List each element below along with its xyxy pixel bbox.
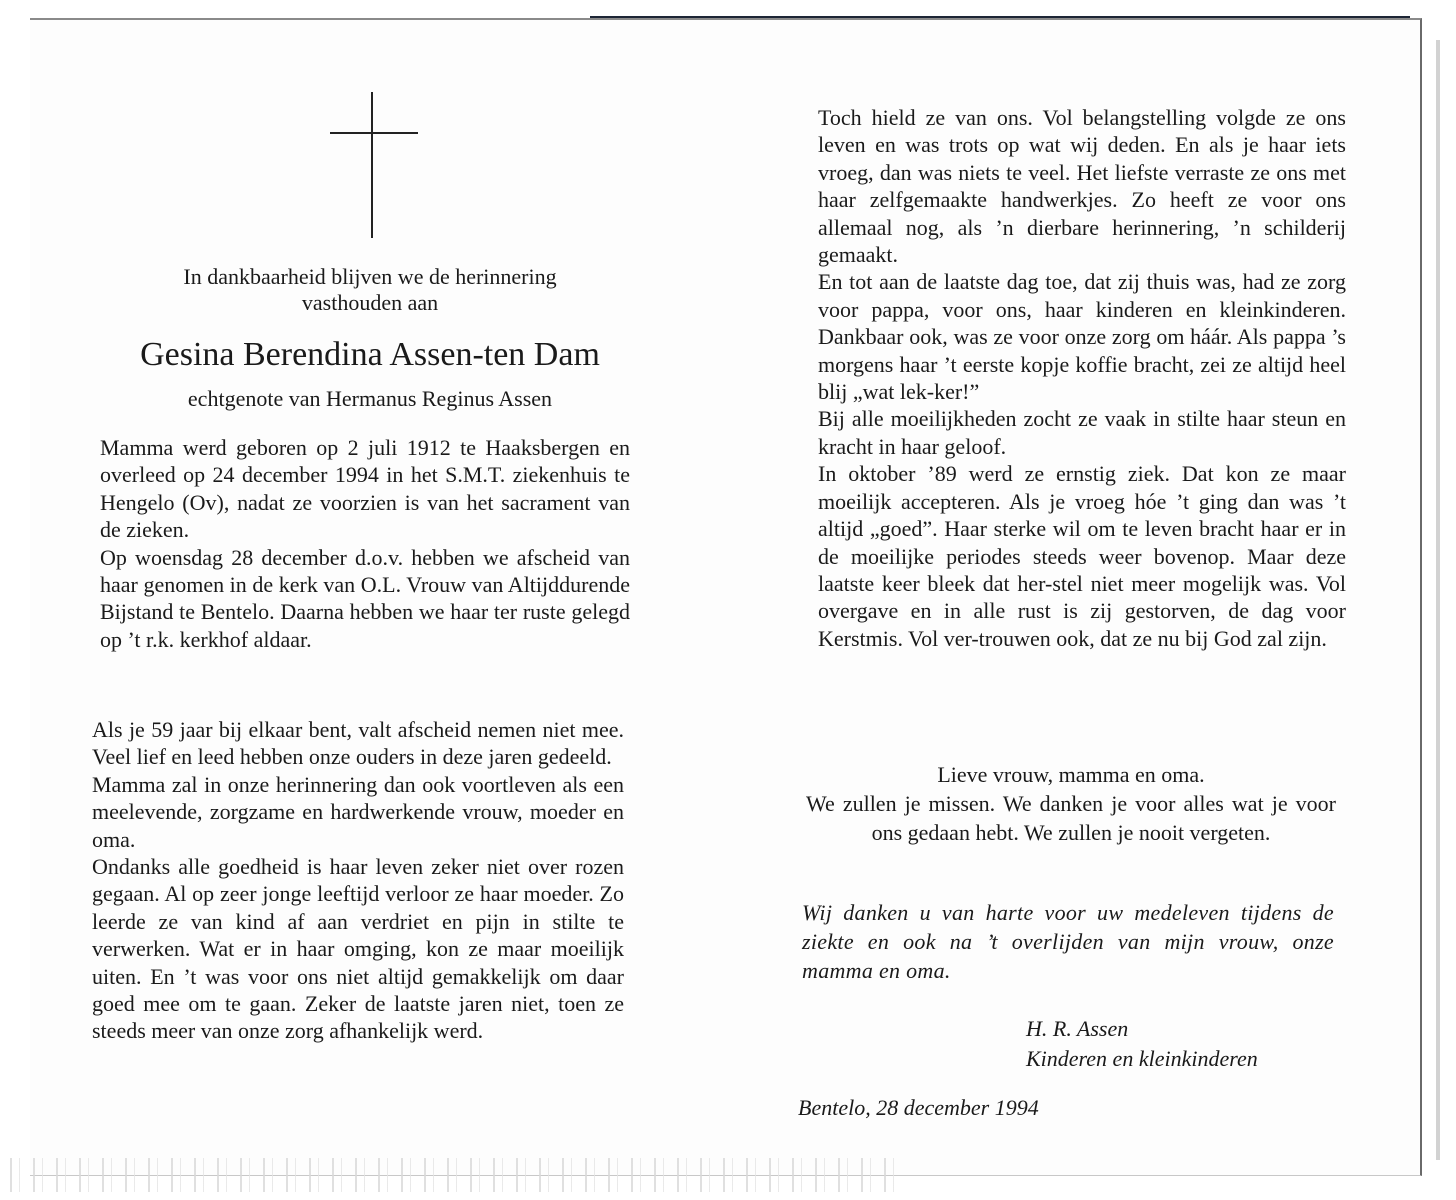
intro-text <box>100 264 640 316</box>
farewell-text <box>806 760 1336 847</box>
place-date: Bentelo, 28 december 1994 <box>798 1095 1039 1120</box>
signer-family: Kinderen en kleinkinderen <box>1026 1046 1258 1071</box>
left-column-block-2 <box>92 716 624 1045</box>
paragraph: En tot aan de laatste dag toe, dat zij thuis was, had ze zorg voor pappa, voor ons, haar kinderen en kleinkinderen. Dankbaar ook, was ze voor onze zorg om háár. Als pappa ’s morgens haar ’t eerste kopje koffie bracht, zei ze altijd heel blij „wat lek-ker!” <box>818 269 1346 405</box>
spouse-line: echtgenote van Hermanus Reginus Assen <box>187 386 553 411</box>
deceased-name: Gesina Berendina Assen-ten Dam <box>140 336 600 373</box>
paragraph: Toch hield ze van ons. Vol belangstelling volgde ze ons leven en was trots op wat wij deden. En als je haar iets vroeg, dan was niets te veel. Het liefste verraste ze ons met haar zelfgemaakte handwerkjes. Zo heeft ze voor ons allemaal nog, als ’n dierbare herinnering, ’n schilderij gemaakt. <box>818 105 1346 268</box>
farewell-line-1: Lieve vrouw, mamma en oma. <box>937 762 1205 787</box>
cross-icon <box>330 92 418 238</box>
cross-horizontal-bar <box>330 132 418 134</box>
signers <box>1026 1014 1326 1074</box>
paragraph: Mamma zal in onze herinnering dan ook voortleven als een meelevende, zorgzame en hardwerkende vrouw, moeder en oma. <box>92 771 624 852</box>
left-column-block-1 <box>100 434 630 653</box>
paragraph: Mamma werd geboren op 2 juli 1912 te Haaksbergen en overleed op 24 december 1994 in het S.M.T. ziekenhuis te Hengelo (Ov), nadat ze voorzien is van het sacrament van de zieken. <box>100 435 630 543</box>
thanks-note: Wij danken u van harte voor uw medeleven tijdens de ziekte en ook na ’t overlijden van mijn vrouw, onze mamma en oma. <box>802 900 1334 983</box>
scan-noise <box>10 1158 900 1192</box>
intro-line-1: In dankbaarheid blijven we de herinnering <box>183 264 557 289</box>
scan-edge-right <box>1436 40 1440 1160</box>
right-column <box>818 104 1346 652</box>
signer-name: H. R. Assen <box>1026 1016 1129 1041</box>
paragraph: Als je 59 jaar bij elkaar bent, valt afscheid nemen niet mee. Veel lief en leed hebben onze ouders in deze jaren gedeeld. <box>92 717 624 770</box>
paragraph: In oktober ’89 werd ze ernstig ziek. Dat kon ze maar moeilijk accepteren. Als je vroeg hóe ’t ging dan was ’t altijd „goed”. Haar sterke wil om te leven bracht haar er in de moeilijke periodes steeds weer bovenop. Maar deze laatste keer bleek dat her-stel niet meer mogelijk was. Vol overgave en in alle rust is zij gestorven, de dag voor Kerstmis. Vol ver-trouwen ook, dat ze nu bij God zal zijn. <box>818 461 1346 651</box>
paragraph: Ondanks alle goedheid is haar leven zeker niet over rozen gegaan. Al op zeer jonge leeftijd verloor ze haar moeder. Zo leerde ze van kind af aan verdriet en pijn in stilte te verwerken. Wat er in haar omging, kon ze maar moeilijk uiten. En ’t was voor ons niet altijd gemakkelijk om daar goed mee om te gaan. Zeker de laatste jaren niet, toen ze steeds meer van onze zorg afhankelijk werd. <box>92 854 624 1044</box>
cross-vertical-bar <box>371 92 373 238</box>
paragraph: Bij alle moeilijkheden zocht ze vaak in stilte haar steun en kracht in haar geloof. <box>818 406 1346 459</box>
intro-line-2: vasthouden aan <box>301 290 439 315</box>
farewell-line-2: We zullen je missen. We danken je voor alles wat je voor ons gedaan hebt. We zullen je nooit vergeten. <box>806 791 1336 845</box>
paragraph: Op woensdag 28 december d.o.v. hebben we afscheid van haar genomen in de kerk van O.L. Vrouw van Altijddurende Bijstand te Bentelo. Daarna hebben we haar ter ruste gelegd op ’t r.k. kerkhof aldaar. <box>100 544 630 652</box>
